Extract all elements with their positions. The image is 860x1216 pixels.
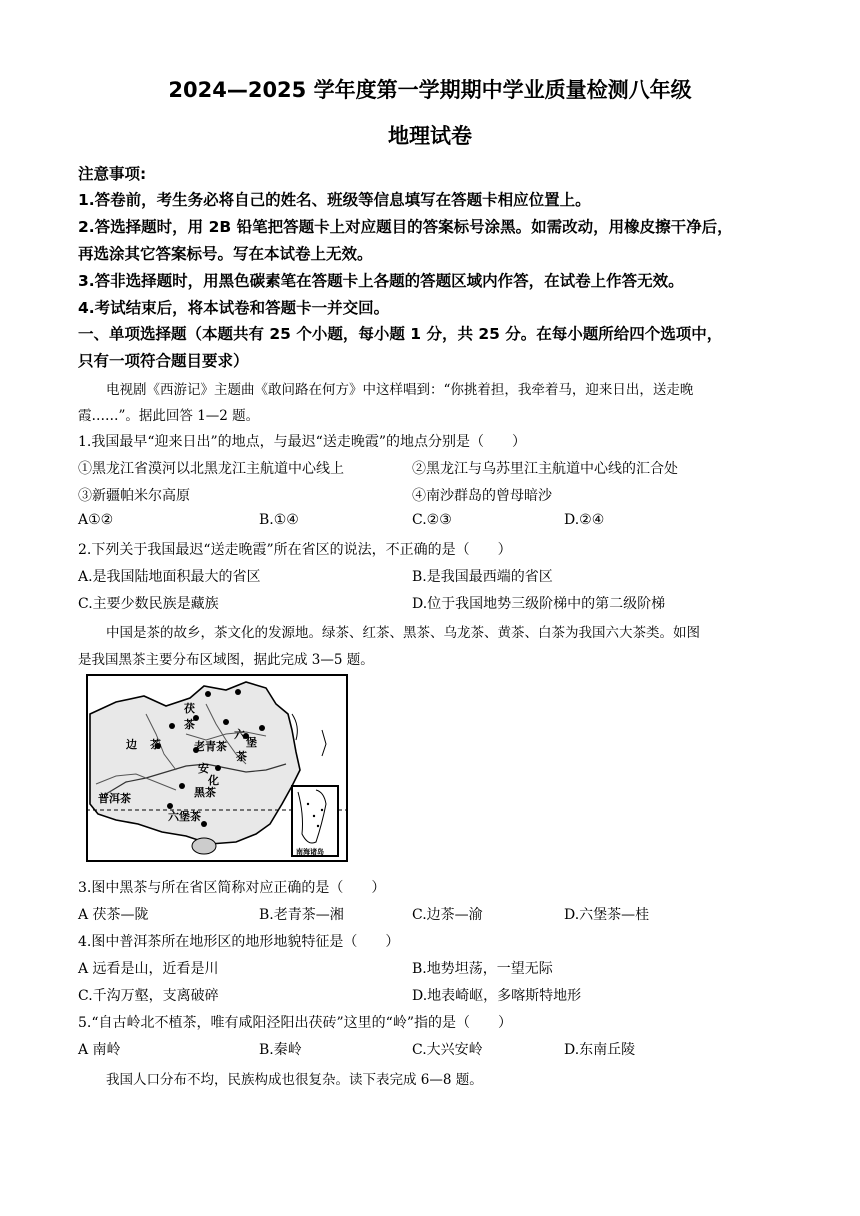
question-stem: 电视剧《西游记》主题曲《敢问路在何方》中这样唱到：“你挑着担，我牵着马，迎来日出，送走晚 [106, 382, 694, 398]
statement-item: ③新疆帕米尔高原 [78, 488, 190, 504]
option-b: B.①④ [259, 512, 299, 528]
section-heading: 一、单项选择题（本题共有 25 个小题，每小题 1 分，共 25 分。在每小题所给四个选项中， [78, 325, 723, 343]
statement-item: ②黑龙江与乌苏里江主航道中心线的汇合处 [412, 461, 678, 477]
map-label-liubao: 六堡茶 [168, 810, 201, 823]
option-c: C.边茶—渝 [412, 907, 483, 923]
question-stem: 中国是茶的故乡，茶文化的发源地。绿茶、红茶、黑茶、乌龙茶、黄茶、白茶为我国六大茶类。如图 [106, 625, 700, 641]
exam-title: 2024—2025 学年度第一学期期中学业质量检测八年级 [168, 78, 692, 102]
note-item: 2.答选择题时，用 2B 铅笔把答题卡上对应题目的答案标号涂黑。如需改动，用橡皮擦干净后， [78, 218, 733, 236]
option-d: D.②④ [564, 512, 605, 528]
question-3: 3.图中黑茶与所在省区简称对应正确的是（ ） [78, 880, 386, 896]
map-label-liu: 六 [234, 728, 245, 741]
question-5: 5.“自古岭北不植茶，唯有咸阳泾阳出茯砖”这里的“岭”指的是（ ） [78, 1015, 512, 1031]
map-label-hua: 化 [208, 774, 219, 787]
question-stem: 是我国黑茶主要分布区域图，据此完成 3—5 题。 [78, 652, 374, 668]
map-label-fu-1: 茯 [184, 702, 195, 715]
map-inset-label: 南海诸岛 [296, 848, 324, 856]
note-item: 3.答非选择题时，用黑色碳素笔在答题卡上各题的答题区域内作答，在试卷上作答无效。 [78, 272, 684, 290]
option-d: D.六堡茶—桂 [564, 907, 650, 923]
option-a: A 远看是山，近看是川 [78, 961, 219, 977]
section-heading: 只有一项符合题目要求） [78, 352, 249, 370]
question-2: 2.下列关于我国最迟“送走晚霞”所在省区的说法，不正确的是（ ） [78, 542, 512, 558]
option-d: D.位于我国地势三级阶梯中的第二级阶梯 [412, 596, 666, 612]
map-label-cha: 茶 [236, 750, 247, 763]
option-a: A①② [78, 512, 114, 528]
map-label-laoqing: 老青茶 [194, 740, 227, 753]
option-c: C.大兴安岭 [412, 1042, 483, 1058]
note-item: 4.考试结束后，将本试卷和答题卡一并交回。 [78, 299, 390, 317]
question-1: 1.我国最早“迎来日出”的地点，与最迟“送走晚霞”的地点分别是（ ） [78, 434, 526, 450]
option-a: A.是我国陆地面积最大的省区 [78, 569, 261, 585]
option-c: C.主要少数民族是藏族 [78, 596, 219, 612]
notes-heading: 注意事项: [78, 165, 147, 183]
option-c: C.千沟万壑，支离破碎 [78, 988, 219, 1004]
note-item: 再选涂其它答案标号。写在本试卷上无效。 [78, 245, 373, 263]
question-stem: 我国人口分布不均，民族构成也很复杂。读下表完成 6—8 题。 [106, 1072, 483, 1088]
option-d: D.地表崎岖，多喀斯特地形 [412, 988, 582, 1004]
map-label-bian-2: 茶 [150, 738, 161, 751]
option-b: B.老青茶—湘 [259, 907, 344, 923]
map-label-heicha: 黑茶 [194, 786, 216, 799]
note-item: 1.答卷前，考生务必将自己的姓名、班级等信息填写在答题卡相应位置上。 [78, 191, 591, 209]
black-tea-distribution-map [86, 674, 348, 862]
map-label-an: 安 [198, 762, 209, 775]
option-b: B.地势坦荡，一望无际 [412, 961, 553, 977]
option-a: A 茯茶—陇 [78, 907, 149, 923]
map-label-fu-2: 茶 [184, 718, 195, 731]
option-b: B.秦岭 [259, 1042, 302, 1058]
map-label-bao: 堡 [246, 736, 257, 749]
question-stem: 霞……”。据此回答 1—2 题。 [78, 408, 260, 424]
option-a: A 南岭 [78, 1042, 121, 1058]
statement-item: ④南沙群岛的曾母暗沙 [412, 488, 552, 504]
option-c: C.②③ [412, 512, 452, 528]
option-b: B.是我国最西端的省区 [412, 569, 553, 585]
map-label-bian: 边 [126, 738, 137, 751]
statement-item: ①黑龙江省漠河以北黑龙江主航道中心线上 [78, 461, 344, 477]
map-label-puer: 普洱茶 [98, 792, 131, 805]
exam-subject: 地理试卷 [388, 124, 472, 148]
option-d: D.东南丘陵 [564, 1042, 636, 1058]
question-4: 4.图中普洱茶所在地形区的地形地貌特征是（ ） [78, 934, 400, 950]
